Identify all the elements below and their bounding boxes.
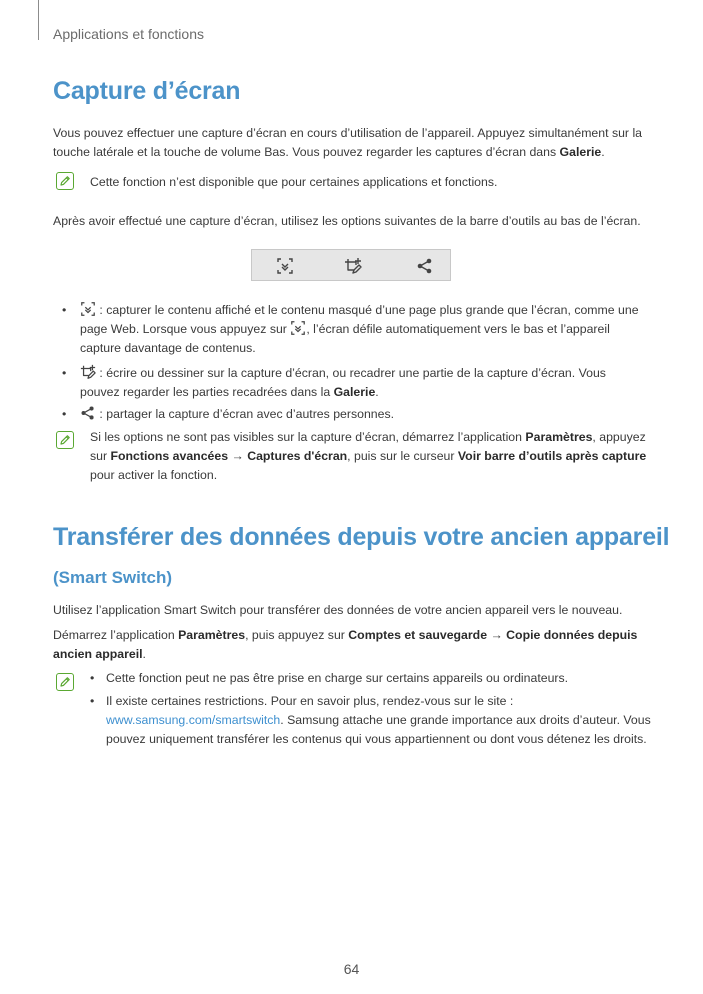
draw-crop-icon [80,364,96,380]
toolbar-intro: Après avoir effectué une capture d’écran, utilisez les options suivantes de la barre d’outils au bas de l’écran. [53,214,641,228]
smartswitch-subtitle: (Smart Switch) [53,568,173,587]
note-pencil-icon [56,431,74,449]
smartswitch-link[interactable]: www.samsung.com/smartswitch [106,713,281,727]
note-availability: Cette fonction n’est disponible que pour certaines applications et fonctions. [90,175,498,189]
note-item-restrictions: Il existe certaines restrictions. Pour en savoir plus, rendez-vous sur le site : www.samsung.com/smartswitch. Samsung attache une grande importance aux droits d’auteur. Vous pouvez uniquement transférer les contenus qui vous appartiennent ou dont vous détenez les droits. [106,694,651,746]
smartswitch-title: Transférer des données depuis votre ancien appareil [53,523,670,551]
scroll-capture-icon [80,301,96,317]
header-rule [38,0,39,40]
screenshot-intro: Vous pouvez effectuer une capture d’écran en cours d’utilisation de l’appareil. Appuyez simultanément sur la touche latérale et la touche de volume Bas. Vous pouvez regarder les captures d’écran dans Galerie. [53,126,643,159]
bullet-marker: • [62,407,67,421]
scroll-capture-icon[interactable] [276,257,294,275]
screenshot-title: Capture d’écran [53,77,241,105]
smartswitch-instructions: Démarrez l’application Paramètres, puis appuyez sur Comptes et sauvegarde → Copie données depuis ancien appareil. [53,628,638,661]
note-enable-toolbar: Si les options ne sont pas visibles sur la capture d’écran, démarrez l’application Paramètres, appuyez sur Fonctions avancées → Captures d'écran, puis sur le curseur Voir barre d’outils après capture pour activer la fonction. [90,430,647,482]
bullet-marker: • [62,303,67,317]
bullet-marker: • [90,694,95,708]
bullet-marker: • [90,671,95,685]
bullet-scroll-capture: : capturer le contenu affiché et le contenu masqué d’une page plus grande que l’écran, comme une page Web. Lorsque vous appuyez sur , l’écran défile automatiquement vers le bas et l’appareil capture davantage de contenus. [80,303,639,355]
note-pencil-icon [56,673,74,691]
page-number: 64 [343,961,360,977]
share-icon[interactable] [416,257,434,275]
note-pencil-icon [56,172,74,190]
bullet-draw-crop: : écrire ou dessiner sur la capture d’écran, ou recadrer une partie de la capture d’écran. Vous pouvez regarder les parties recadrées dans la Galerie. [80,366,606,399]
draw-crop-icon[interactable] [344,257,362,275]
scroll-capture-icon [290,320,306,336]
note-item-compatibility: Cette fonction peut ne pas être prise en charge sur certains appareils ou ordinateurs. [106,671,569,685]
bullet-marker: • [62,366,67,380]
bullet-share: : partager la capture d’écran avec d’autres personnes. [80,405,645,424]
share-icon [80,405,96,421]
smartswitch-intro: Utilisez l’application Smart Switch pour transférer des données de votre ancien appareil vers le nouveau. [53,603,623,617]
screenshot-toolbar [251,249,451,281]
section-header: Applications et fonctions [53,26,204,42]
